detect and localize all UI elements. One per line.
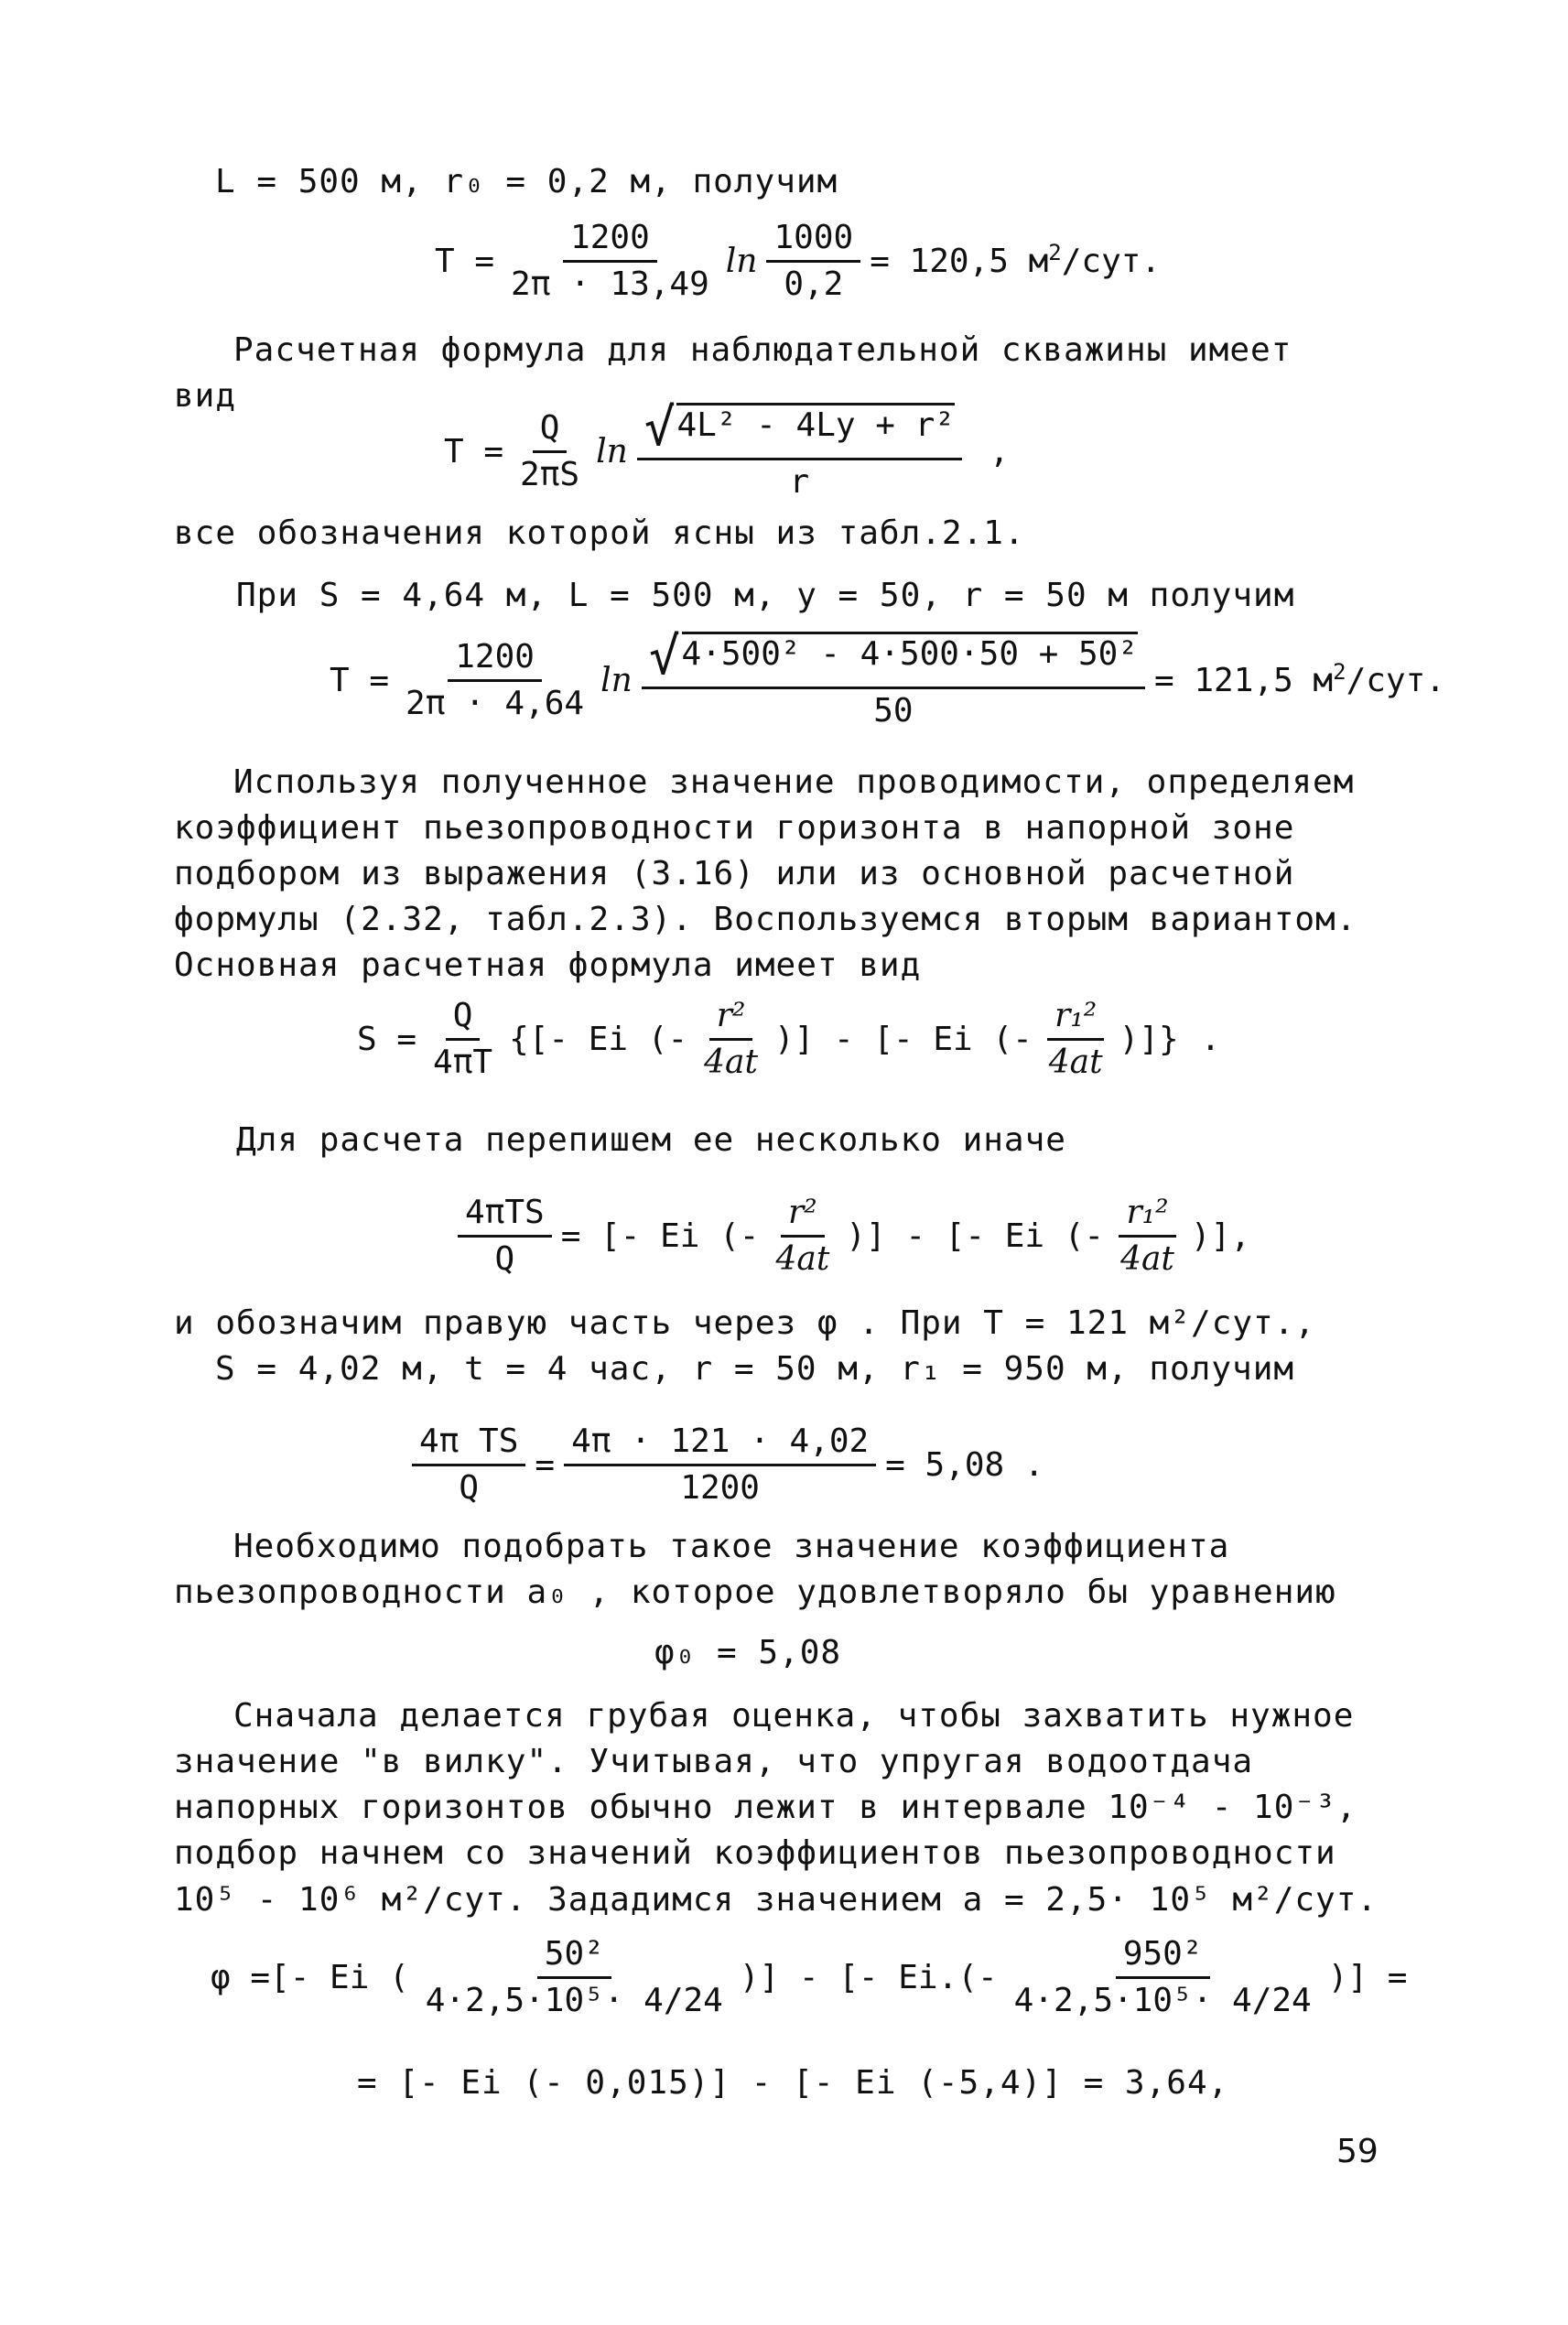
formula-2-ln: ln (596, 433, 628, 470)
formula-5-denominator-2: 4at (775, 1240, 830, 1278)
formula-8-denominator-2: 4·2,5·10⁵· 4/24 (1013, 1982, 1312, 2019)
formula-5-numerator-2: r² (781, 1195, 825, 1238)
formula-8-fraction (418, 1936, 730, 2019)
paragraph-10: Сначала делается грубая оценка, чтобы захватить нужное значение "в вилку". Учитывая, что упругая водоотдача напорных горизонтов обычно лежит в интервале 10⁻⁴ - 10⁻³, подбор начнем со значений коэффициентов пьезопроводности (174, 1697, 1357, 1872)
formula-3-rhs: = 121,5 $м^2$/сут. (1154, 659, 1445, 699)
formula-8-open: [- Ei ( (270, 1959, 409, 1996)
formula-5-eq: = [- Ei (- (560, 1217, 760, 1255)
formula-4-mid: )] - [- Ei (- (773, 1021, 1033, 1058)
formula-8-lhs: φ = (211, 1959, 271, 1996)
formula-4-fraction-3 (1042, 998, 1110, 1081)
formula-4 (357, 998, 1220, 1081)
formula-5-denominator: Q (494, 1240, 515, 1278)
text-line-11: 10⁵ - 10⁶ м²/сут. Зададимся значением a = 2,5· 10⁵ м²/сут. (174, 1881, 1379, 1919)
paragraph-2: Расчетная формула для наблюдательной скважины имеет вид (174, 331, 1292, 415)
formula-3-numerator: 1200 (448, 639, 542, 682)
formula-9: = [- Ei (- 0,015)] - [- Ei (-5,4)] = 3,64, (357, 2064, 1229, 2102)
formula-5-denominator-3: 4at (1120, 1240, 1174, 1278)
formula-1-fraction (503, 220, 717, 303)
formula-3 (330, 627, 1445, 730)
formula-2-end: , (989, 433, 1010, 470)
formula-3-sqrt: √ 4·500² - 4·500·50 + 50² (642, 632, 1145, 689)
formula-8-mid: )] - [- Ei.(- (739, 1959, 998, 1996)
formula-6-fraction-2 (564, 1423, 876, 1507)
text-line-4: При S = 4,64 м, L = 500 м, y = 50, r = 50 м получим (236, 577, 1295, 614)
formula-4-numerator: Q (446, 998, 481, 1041)
formula-1-lhs: T = (435, 243, 495, 280)
formula-1-numerator: 1200 (563, 220, 657, 263)
formula-3-denominator-2: 50 (873, 692, 914, 730)
formula-5-fraction-3 (1113, 1195, 1182, 1278)
formula-8-close: )] = (1327, 1959, 1408, 1996)
formula-3-fraction (398, 639, 591, 722)
formula-5-mid: )] - [- Ei (- (846, 1217, 1105, 1255)
formula-2-sqrt: √ 4L² - 4Ly + r² (637, 403, 962, 460)
formula-3-denominator: 2π · 4,64 (406, 685, 585, 722)
formula-8 (211, 1936, 1407, 2019)
formula-3-lhs: T = (330, 662, 390, 699)
formula-6-rhs: = 5,08 . (885, 1446, 1044, 1484)
formula-1-denominator: 2π · 13,49 (511, 265, 709, 303)
formula-2-numerator: Q (533, 410, 568, 453)
text-line-1: L = 500 м, r₀ = 0,2 м, получим (215, 163, 838, 200)
formula-6 (403, 1423, 1044, 1507)
text-line-7: и обозначим правую часть через φ . При T = 121 м²/сут., (174, 1304, 1316, 1342)
formula-4-denominator-2: 4at (704, 1044, 758, 1081)
formula-2-lhs: T = (444, 433, 504, 470)
formula-8-denominator: 4·2,5·10⁵· 4/24 (425, 1982, 723, 2019)
formula-6-fraction (412, 1423, 525, 1507)
formula-1-rhs: = 120,5 $м^2$/сут. (870, 240, 1162, 280)
formula-3-ln: ln (600, 662, 633, 699)
formula-4-denominator-3: 4at (1048, 1044, 1103, 1081)
formula-5-fraction-2 (768, 1195, 837, 1278)
formula-4-numerator-3: r₁² (1047, 998, 1104, 1041)
paragraph-5: Используя полученное значение проводимости, определяем коэффициент пьезопроводности горизонта в напорной зоне подбором из выражения (3.16) или из основной расчетной формулы (2.32, табл.2.3). Воспользуемся вторым вариантом. Основная расчетная формула имеет вид (174, 763, 1357, 984)
formula-4-lhs: S = (357, 1021, 417, 1058)
formula-5-close: )], (1190, 1217, 1250, 1255)
formula-1-denominator-2: 0,2 (784, 265, 844, 303)
page-number: 59 (1336, 2133, 1379, 2170)
formula-1-ln: ln (725, 243, 758, 280)
text-line-3: все обозначения которой ясны из табл.2.1. (174, 514, 1025, 552)
formula-4-fraction-2 (697, 998, 765, 1081)
formula-8-numerator-2: 950² (1116, 1936, 1210, 1979)
formula-4-fraction (426, 998, 500, 1081)
formula-5 (449, 1195, 1250, 1278)
formula-2-fraction (513, 410, 587, 493)
formula-1-fraction-2 (766, 220, 860, 303)
formula-2 (444, 398, 1010, 501)
formula-1 (435, 220, 1161, 303)
formula-6-numerator: 4π TS (412, 1423, 525, 1466)
formula-7: φ₀ = 5,08 (654, 1634, 842, 1671)
formula-8-fraction-2 (1007, 1936, 1319, 2019)
formula-4-open: {[- Ei (- (509, 1021, 688, 1058)
formula-2-denominator: 2πS (520, 456, 580, 493)
formula-5-numerator-3: r₁² (1119, 1195, 1175, 1238)
formula-2-fraction-2 (637, 398, 962, 501)
formula-4-denominator: 4πT (433, 1044, 493, 1081)
formula-6-denominator: Q (459, 1469, 480, 1507)
formula-5-fraction (458, 1195, 552, 1278)
text-line-8: S = 4,02 м, t = 4 час, r = 50 м, r₁ = 950 м, получим (215, 1350, 1295, 1388)
formula-4-close: )]} (1119, 1021, 1179, 1058)
text-line-6: Для расчета перепишем ее несколько иначе (236, 1121, 1066, 1159)
formula-5-numerator: 4πTS (458, 1195, 552, 1238)
formula-2-denominator-2: r (789, 463, 810, 501)
formula-6-denominator-2: 1200 (680, 1469, 760, 1507)
paragraph-9: Необходимо подобрать такое значение коэффициента пьезопроводности a₀ , которое удовлетворяло бы уравнению (174, 1528, 1336, 1611)
formula-6-eq: = (535, 1446, 556, 1484)
formula-1-numerator-2: 1000 (766, 220, 860, 263)
formula-3-fraction-2 (642, 627, 1145, 730)
formula-8-numerator: 50² (537, 1936, 611, 1979)
formula-4-end: . (1200, 1021, 1221, 1058)
formula-6-numerator-2: 4π · 121 · 4,02 (564, 1423, 876, 1466)
formula-4-numerator-2: r² (709, 998, 753, 1041)
